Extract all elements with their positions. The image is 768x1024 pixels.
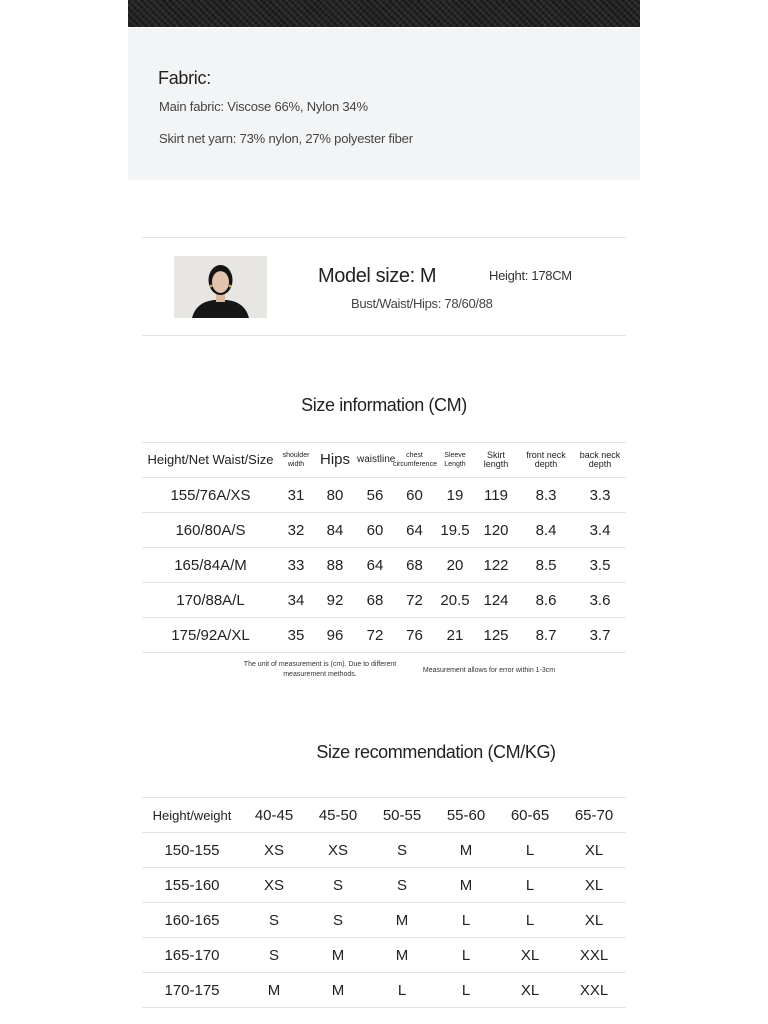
col-header: chest circumference [393,443,436,478]
table-cell: 170-175 [142,973,242,1008]
table-cell: 122 [474,548,518,583]
table-cell: 150-155 [142,833,242,868]
table-cell: 3.3 [574,478,626,513]
col-header: 40-45 [242,798,306,833]
table-cell: 3.7 [574,618,626,653]
table-cell: 8.5 [518,548,574,583]
table-row [142,583,626,618]
table-cell: 3.6 [574,583,626,618]
table-cell: S [306,903,370,938]
model-size-label: Model size: M [318,265,437,287]
table-cell: 119 [474,478,518,513]
size-info-header-row [142,443,626,478]
size-info-title: Size information (CM) [301,395,467,415]
table-row [142,903,626,938]
table-cell: 96 [313,618,357,653]
model-height: Height: 178CM [489,268,572,283]
fabric-skirt: Skirt net yarn: 73% nylon, 27% polyester fiber [159,131,413,146]
col-header: back neck depth [574,443,626,478]
table-cell: XL [562,903,626,938]
fabric-panel [128,28,640,180]
table-cell: 72 [357,618,393,653]
table-cell: L [434,938,498,973]
table-cell: M [434,833,498,868]
table-cell: 160-165 [142,903,242,938]
table-cell: M [370,903,434,938]
table-cell: S [242,938,306,973]
table-cell: 19.5 [436,513,474,548]
table-cell: M [434,868,498,903]
col-header: 45-50 [306,798,370,833]
table-cell: L [434,903,498,938]
table-cell: 8.6 [518,583,574,618]
table-row [142,973,626,1008]
table-cell: L [434,973,498,1008]
table-cell: XS [242,868,306,903]
table-cell: 165-170 [142,938,242,973]
table-cell: S [306,868,370,903]
table-cell: 165/84A/M [142,548,279,583]
table-cell: XL [498,938,562,973]
table-cell: XS [242,833,306,868]
table-cell: L [498,833,562,868]
col-header: Hips [313,443,357,478]
table-cell: S [370,833,434,868]
table-cell: 72 [393,583,436,618]
table-cell: XS [306,833,370,868]
col-header: Height/Net Waist/Size [142,443,279,478]
col-header: 55-60 [434,798,498,833]
table-cell: XL [498,973,562,1008]
table-cell: 84 [313,513,357,548]
table-cell: 3.5 [574,548,626,583]
table-cell: 68 [393,548,436,583]
table-cell: L [498,868,562,903]
divider [142,335,626,336]
col-header: waistline [357,443,393,478]
col-header: Height/weight [142,798,242,833]
table-cell: 31 [279,478,313,513]
col-header: Sleeve Length [436,443,474,478]
model-portrait-image [174,256,267,318]
table-cell: S [370,868,434,903]
size-rec-table [142,797,626,1008]
table-cell: L [370,973,434,1008]
divider [142,237,626,238]
size-rec-header-row [142,798,626,833]
table-cell: M [306,938,370,973]
table-cell: 32 [279,513,313,548]
table-cell: XL [562,833,626,868]
table-cell: 80 [313,478,357,513]
table-cell: 60 [357,513,393,548]
product-image-strip [128,0,640,27]
table-row [142,548,626,583]
table-cell: 155/76A/XS [142,478,279,513]
table-cell: 170/88A/L [142,583,279,618]
table-cell: 35 [279,618,313,653]
table-row [142,833,626,868]
fabric-title: Fabric: [158,68,211,88]
table-cell: 60 [393,478,436,513]
model-photo [174,256,267,318]
table-cell: 8.7 [518,618,574,653]
table-row [142,478,626,513]
measurement-unit-note: The unit of measurement is (cm). Due to different measurement methods. [243,661,397,678]
table-cell: 19 [436,478,474,513]
col-header: 60-65 [498,798,562,833]
col-header: Skirt length [474,443,518,478]
table-cell: 155-160 [142,868,242,903]
table-cell: 8.3 [518,478,574,513]
size-info-table [142,442,626,653]
table-cell: S [242,903,306,938]
table-cell: 33 [279,548,313,583]
table-cell: 175/92A/XL [142,618,279,653]
table-row [142,868,626,903]
col-header: 65-70 [562,798,626,833]
table-cell: 34 [279,583,313,618]
table-cell: 92 [313,583,357,618]
table-cell: XXL [562,973,626,1008]
table-cell: 160/80A/S [142,513,279,548]
table-cell: 20.5 [436,583,474,618]
table-cell: 8.4 [518,513,574,548]
measurement-error-note: Measurement allows for error within 1-3cm [422,667,556,674]
table-cell: 68 [357,583,393,618]
size-rec-title: Size recommendation (CM/KG) [316,742,556,762]
col-header: 50-55 [370,798,434,833]
table-cell: 76 [393,618,436,653]
table-cell: 64 [393,513,436,548]
table-cell: 125 [474,618,518,653]
table-cell: 64 [357,548,393,583]
table-cell: M [370,938,434,973]
model-bust-waist-hips: Bust/Waist/Hips: 78/60/88 [351,296,493,311]
table-cell: XL [562,868,626,903]
table-cell: 3.4 [574,513,626,548]
table-cell: 88 [313,548,357,583]
table-row [142,513,626,548]
table-row [142,938,626,973]
table-cell: M [242,973,306,1008]
table-cell: M [306,973,370,1008]
table-row [142,618,626,653]
table-cell: 21 [436,618,474,653]
fabric-main: Main fabric: Viscose 66%, Nylon 34% [159,99,368,114]
table-cell: 56 [357,478,393,513]
table-cell: 124 [474,583,518,618]
col-header: shoulder width [279,443,313,478]
table-cell: 20 [436,548,474,583]
table-cell: XXL [562,938,626,973]
col-header: front neck depth [518,443,574,478]
table-cell: L [498,903,562,938]
table-cell: 120 [474,513,518,548]
